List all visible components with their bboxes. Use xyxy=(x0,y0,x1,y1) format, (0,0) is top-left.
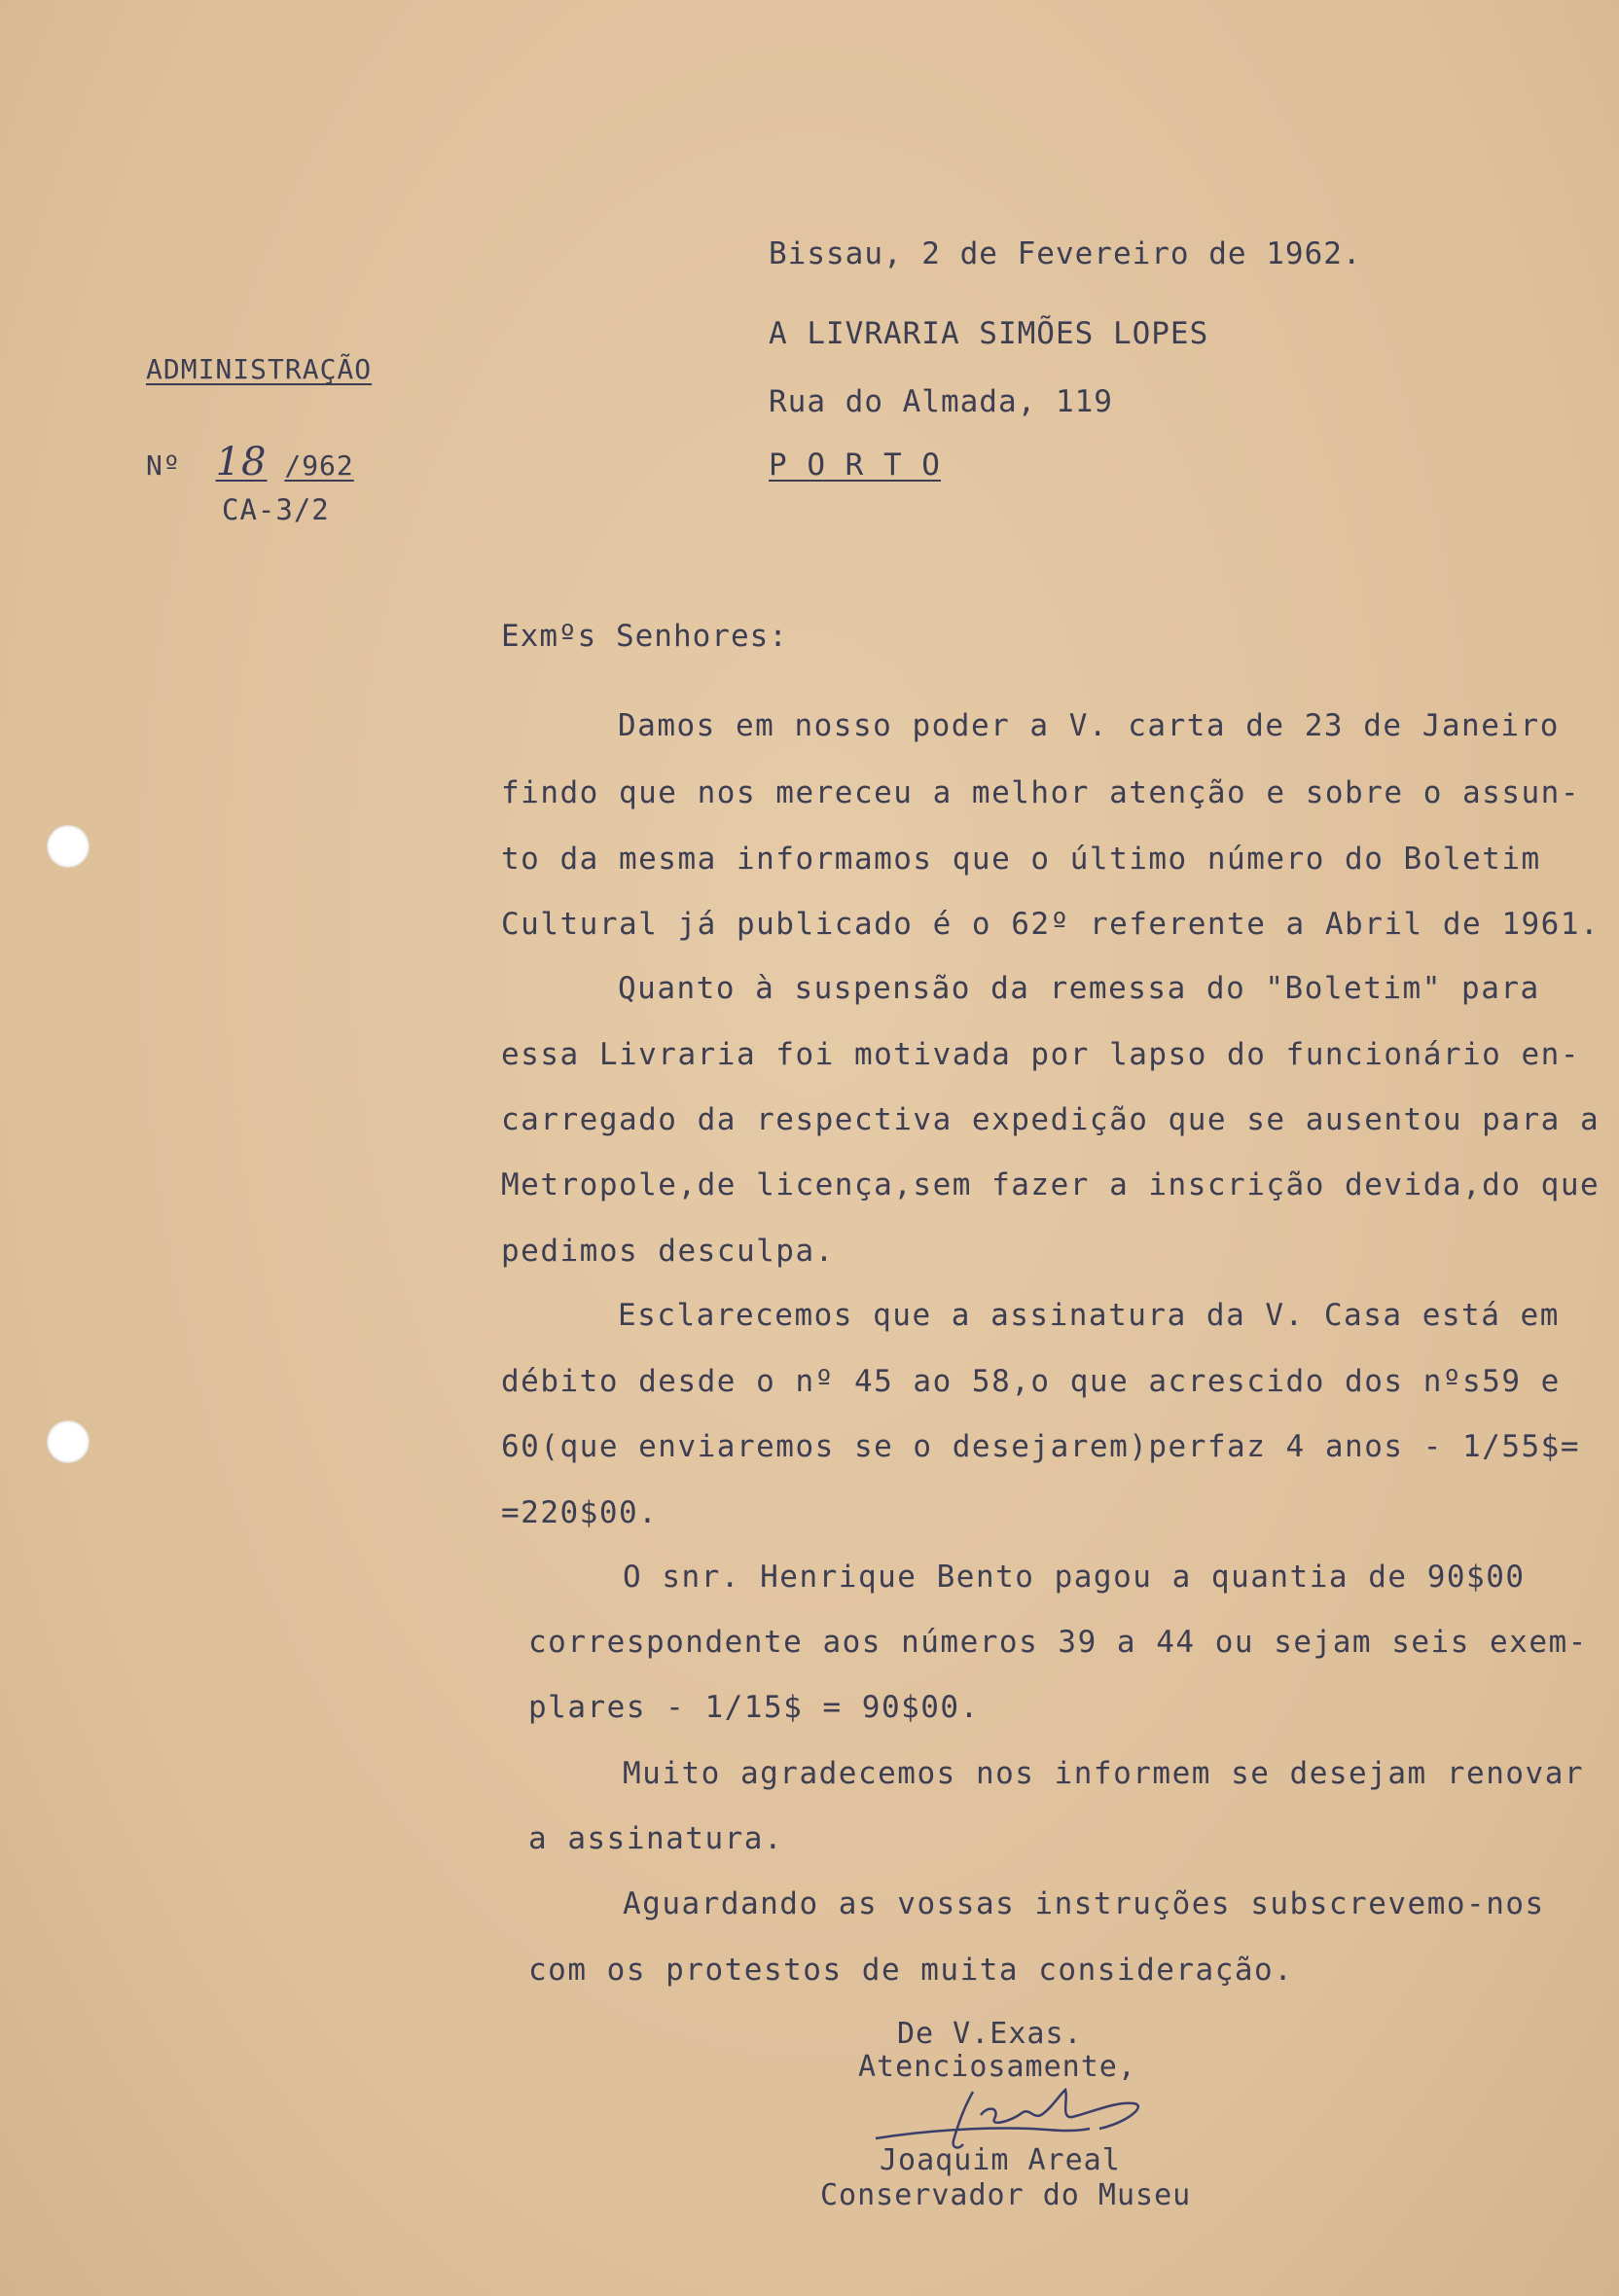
body-line: O snr. Henrique Bento pagou a quantia de 90$00 xyxy=(623,1560,1526,1595)
letter-date: Bissau, 2 de Fevereiro de 1962. xyxy=(769,236,1362,271)
closing-line-2: Atenciosamente, xyxy=(858,2050,1136,2084)
salutation: Exmºs Senhores: xyxy=(501,619,788,654)
body-line: plares - 1/15$ = 90$00. xyxy=(528,1690,980,1725)
body-line: Esclarecemos que a assinatura da V. Casa está em xyxy=(618,1298,1560,1333)
closing-line-1: De V.Exas. xyxy=(897,2017,1083,2051)
punch-hole-top xyxy=(47,825,90,868)
body-line: com os protestos de muita consideração. xyxy=(528,1953,1294,1988)
body-line: Quanto à suspensão da remessa do "Boletim" para xyxy=(618,971,1540,1006)
reference-number xyxy=(146,440,354,484)
addressee-street: Rua do Almada, 119 xyxy=(769,384,1113,419)
body-line: Damos em nosso poder a V. carta de 23 de Janeiro xyxy=(618,708,1560,743)
body-line: essa Livraria foi motivada por lapso do funcionário en- xyxy=(501,1037,1580,1072)
body-line: to da mesma informamos que o último número do Boletim xyxy=(501,842,1541,877)
body-line: pedimos desculpa. xyxy=(501,1234,835,1269)
body-line: Muito agradecemos nos informem se desejam renovar xyxy=(623,1756,1585,1791)
department-label: ADMINISTRAÇÃO xyxy=(146,353,373,385)
number-year: /962 xyxy=(284,449,354,482)
signer-title: Conservador do Museu xyxy=(820,2178,1192,2212)
signer-name: Joaquim Areal xyxy=(880,2143,1121,2177)
handwritten-number: 18 xyxy=(215,440,268,484)
body-line: correspondente aos números 39 a 44 ou sejam seis exem- xyxy=(528,1625,1588,1660)
body-line: a assinatura. xyxy=(528,1821,784,1856)
addressee-city: P O R T O xyxy=(769,448,941,483)
body-line: Metropole,de licença,sem fazer a inscrição devida,do que xyxy=(501,1167,1601,1202)
body-line: findo que nos mereceu a melhor atenção e sobre o assun- xyxy=(501,775,1580,810)
reference-code: CA-3/2 xyxy=(222,493,330,526)
addressee-name: A LIVRARIA SIMÕES LOPES xyxy=(769,316,1209,351)
body-line: carregado da respectiva expedição que se ausentou para a xyxy=(501,1102,1601,1137)
body-line: débito desde o nº 45 ao 58,o que acrescido dos nºs59 e xyxy=(501,1364,1561,1399)
body-line: Cultural já publicado é o 62º referente a Abril de 1961. xyxy=(501,907,1601,942)
body-line: =220$00. xyxy=(501,1495,659,1530)
punch-hole-bottom xyxy=(47,1420,90,1463)
body-line: 60(que enviaremos se o desejarem)perfaz 4 anos - 1/55$= xyxy=(501,1429,1580,1464)
number-prefix: Nº xyxy=(146,449,181,482)
body-line: Aguardando as vossas instruções subscrevemo-nos xyxy=(623,1886,1545,1921)
